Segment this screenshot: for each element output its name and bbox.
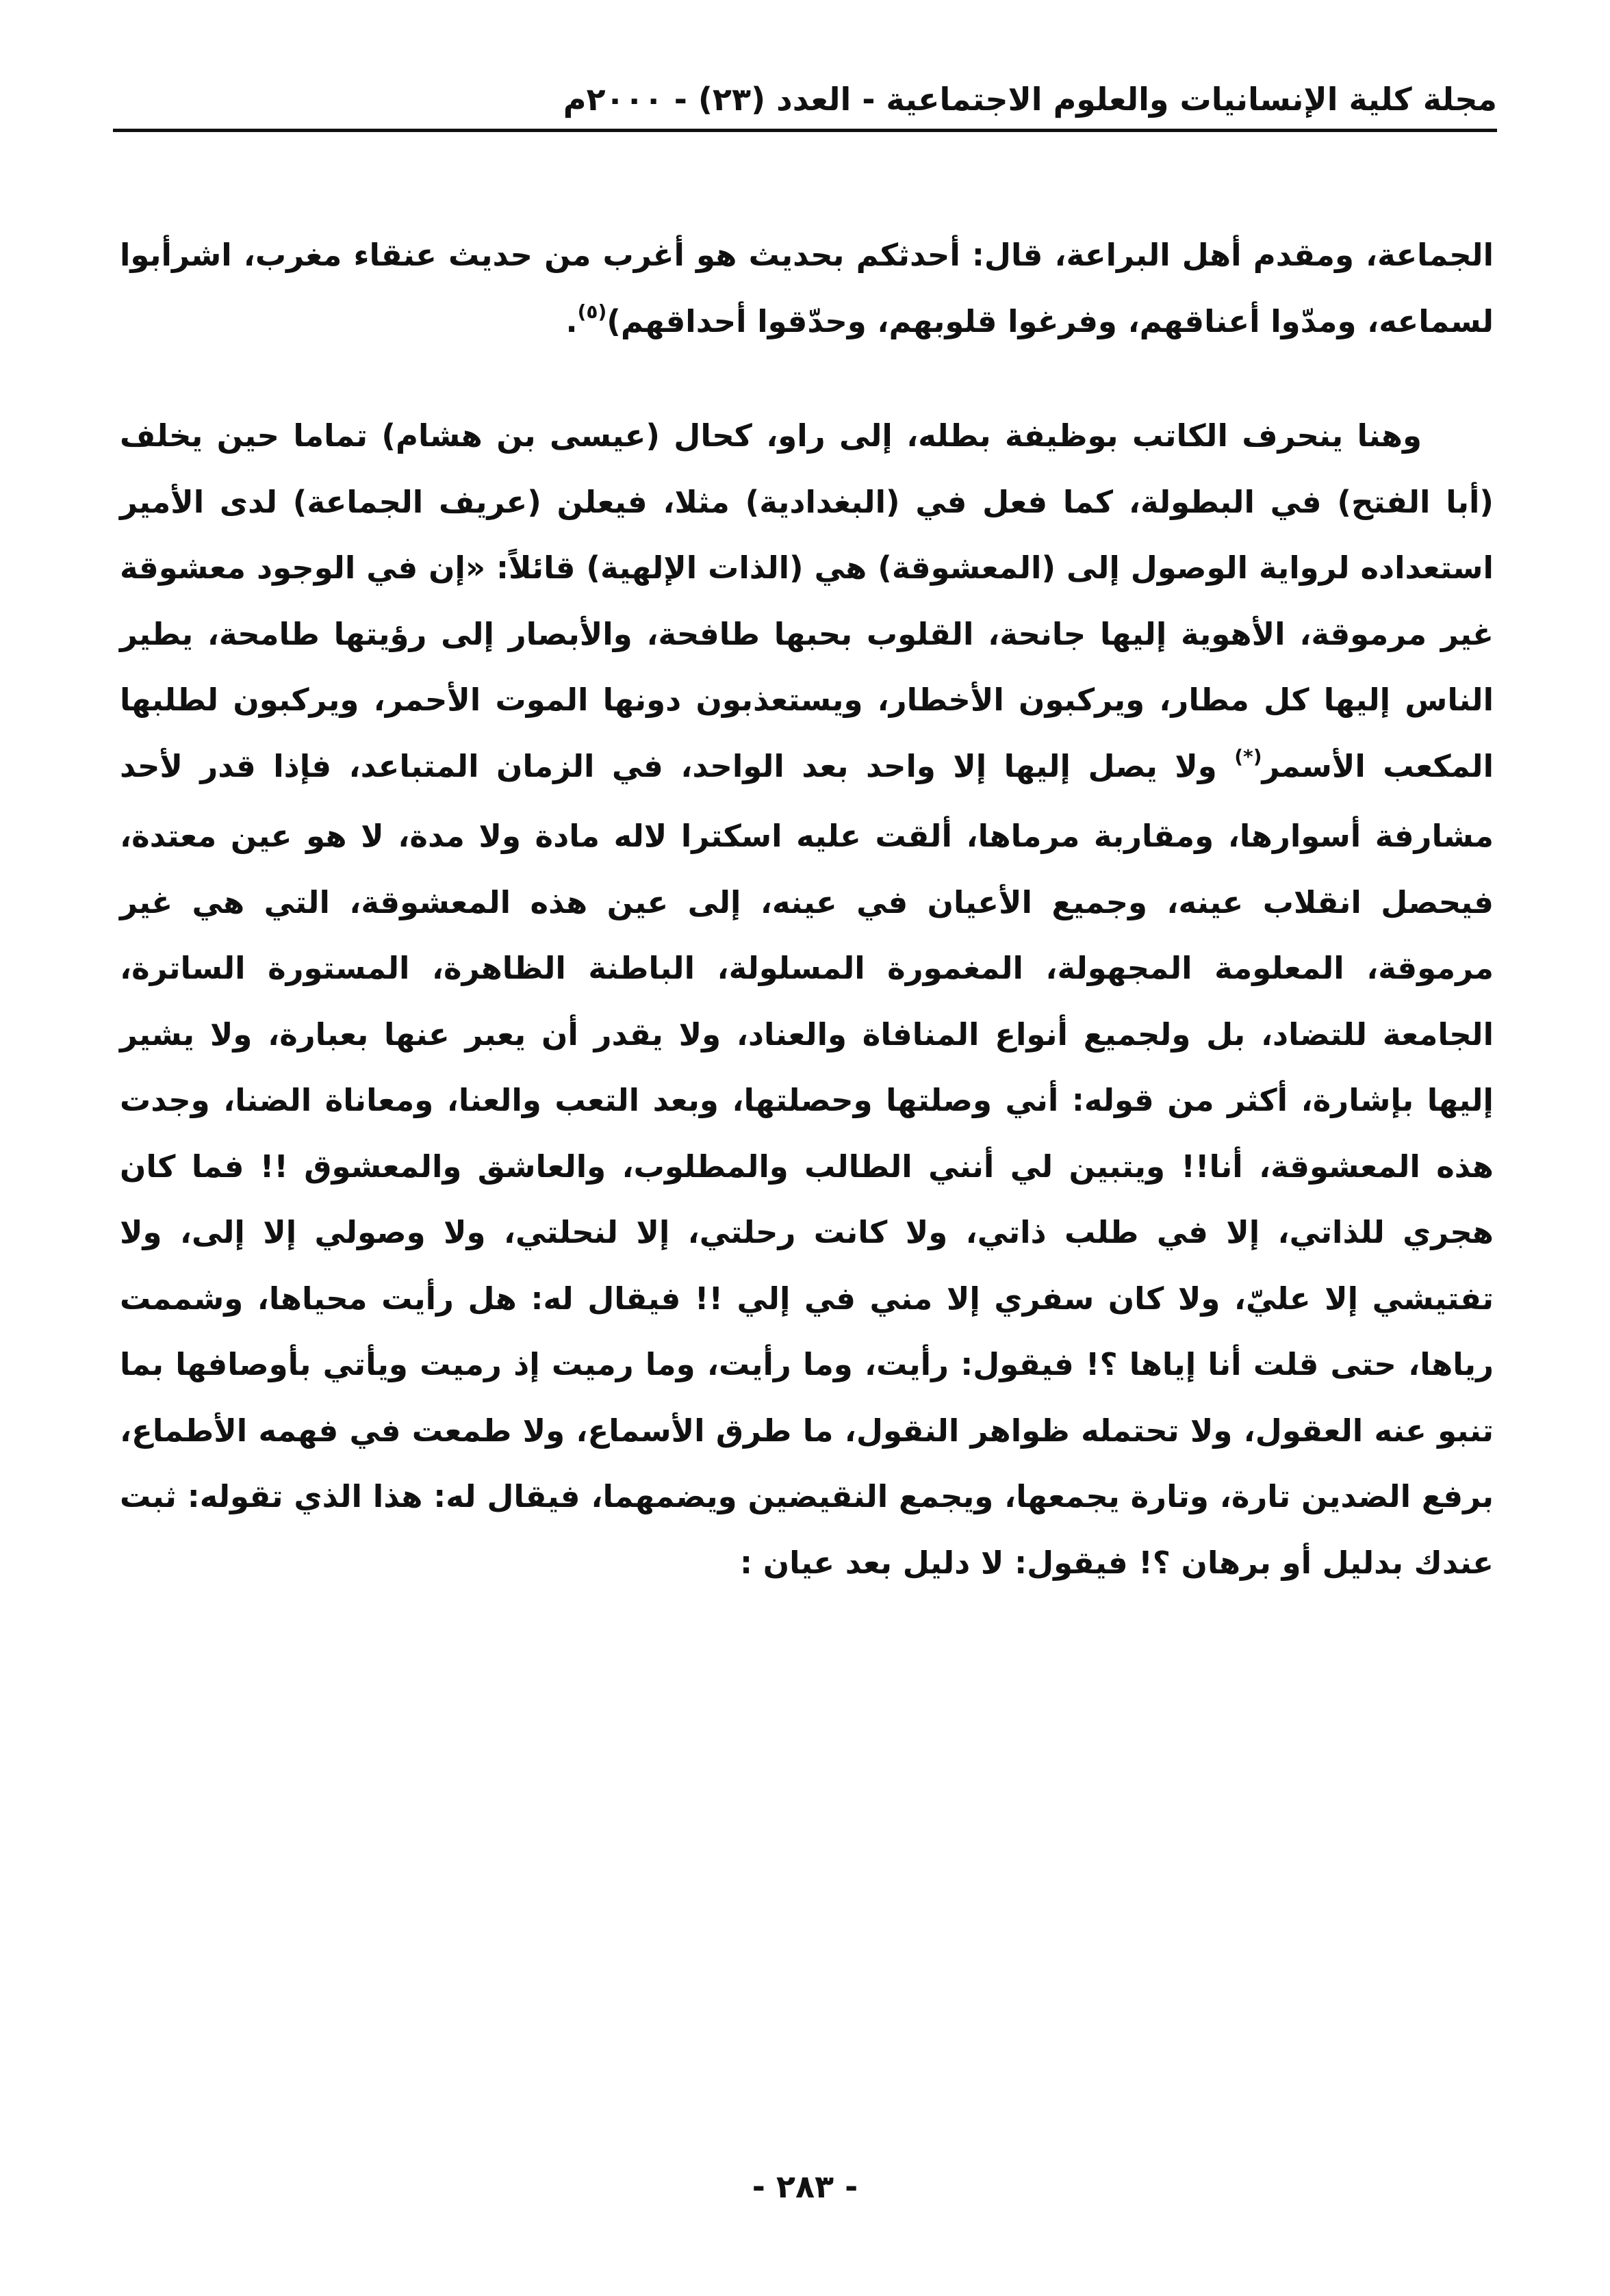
header-divider (113, 129, 1497, 132)
footnote-ref-5: (٥) (577, 300, 607, 323)
paragraph-2 (120, 403, 1494, 1596)
paragraph-gap (120, 359, 1494, 403)
journal-title: مجلة كلية الإنسانيات والعلوم الاجتماعية - العدد (٢٣) - ٢٠٠٠م (563, 81, 1497, 118)
paragraph-1-end: . (565, 302, 578, 339)
page-number: - ٢٨٣ - (752, 2168, 858, 2205)
paragraph-2-rest: ولا يصل إليها إلا واحد بعد الواحد، في الزمان المتباعد، فإذا قدر لأحد مشارفة أسوارها، ومقاربة مرماها، ألقت عليه اسكترا لاله مادة ولا مدة، لا هو عين معتدة، فيحصل انقلاب عينه، وجميع الأعيان في عينه، إلى عين هذه المعشوقة، التي هي غير مرموقة، المعلومة المجهولة، المغمورة المسلولة، الباطنة الظاهرة، المستورة الساترة، الجامعة للتضاد، بل ولجميع أنواع المنافاة والعناد، ولا يقدر أن يعبر عنها بعبارة، ولا يشير إليها بإشارة، أكثر من قوله: أني وصلتها وحصلتها، وبعد التعب والعنا، ومعاناة الضنا، وجدت هذه المعشوقة، أنا!! ويتبين لي أنني الطالب والمطلوب، والعاشق والمعشوق !! فما كان هجري للذاتي، إلا في طلب ذاتي، ولا كانت رحلتي، إلا لنحلتي، ولا وصولي إلا إلى، ولا تفتيشي إلا عليّ، ولا كان سفري إلا مني في إلي !! فيقال له: هل رأيت محياها، وشممت رياها، حتى قلت أنا إياها ؟! فيقول: رأيت، وما رأيت، وما رميت إذ رميت ويأتي بأوصافها بما تنبو عنه العقول، ولا تحتمله ظواهر النقول، ما طرق الأسماع، ولا طمعت في فهمه الأطماع، برفع الضدين تارة، وتارة يجمعها، ويجمع النقيضين ويضمهما، فيقال له: هذا الذي تقوله: ثبت عندك بدليل أو برهان ؟! فيقول: لا دليل بعد عيان : (120, 747, 1494, 1581)
footnote-ref-star: (*) (1234, 745, 1262, 768)
article-body (120, 222, 1494, 1596)
paragraph-1 (120, 222, 1494, 359)
paragraph-2-text: وهنا ينحرف الكاتب بوظيفة بطله، إلى راو، كحال (عيسى بن هشام) تماما حين يخلف (أبا الفتح) في البطولة، كما فعل في (البغدادية) مثلا، فيعلن (عريف الجماعة) لدى الأمير استعداده لرواية الوصول إلى (المعشوقة) هي (الذات الإلهية) قائلاً: «إن في الوجود معشوقة غير مرموقة، الأهوية إليها جانحة، القلوب بحبها طافحة، والأبصار إلى رؤيتها طامحة، يطير الناس إليها كل مطار، ويركبون الأخطار، ويستعذبون دونها الموت الأحمر، ويركبون لطلبها المكعب الأسمر (120, 417, 1494, 784)
running-header (114, 63, 1497, 118)
paragraph-1-text: الجماعة، ومقدم أهل البراعة، قال: أحدثكم بحديث هو أغرب من حديث عنقاء مغرب، اشرأبوا لسماعه، ومدّوا أعناقهم، وفرغوا قلوبهم، وحدّقوا أحداقهم) (120, 237, 1494, 339)
